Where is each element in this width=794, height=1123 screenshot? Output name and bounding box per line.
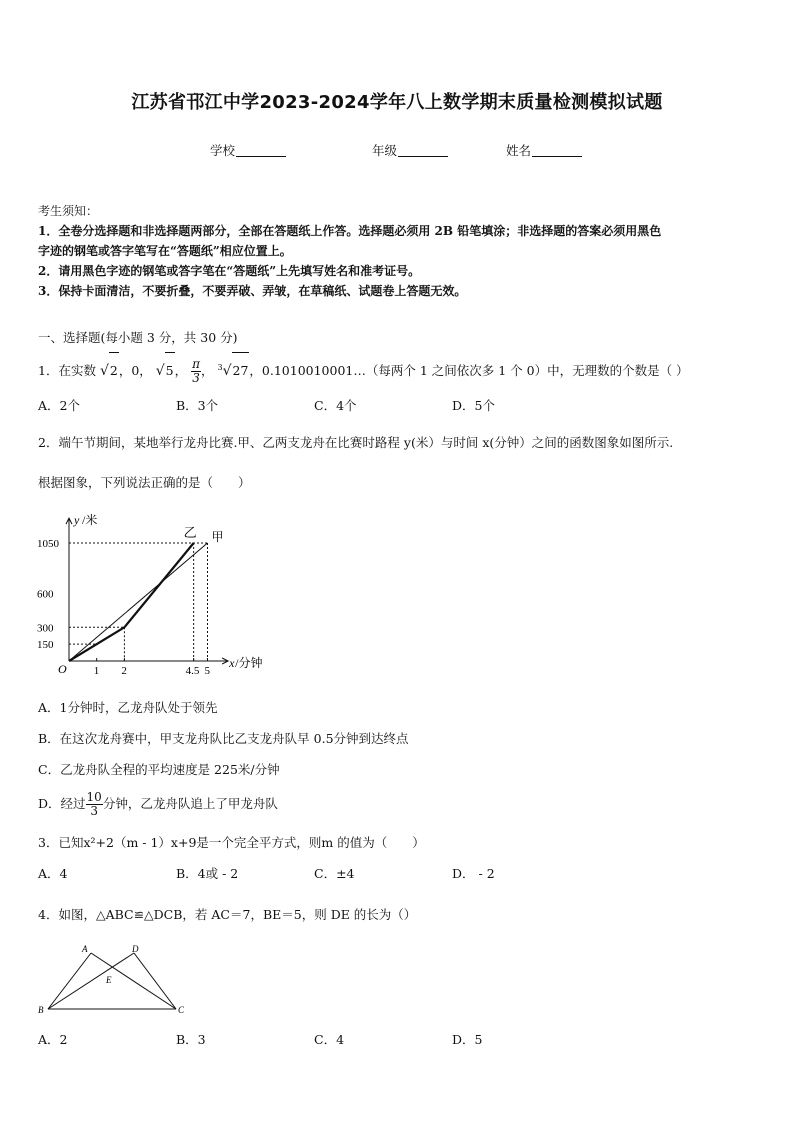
notes-item-3: 3．保持卡面清洁，不要折叠，不要弄破、弄皱，在草稿纸、试题卷上答题无效。: [38, 284, 467, 298]
grade-blank[interactable]: [398, 144, 448, 157]
question-4: 4．如图，△ABC≌△DCB，若 AC＝7，BE＝5，则 DE 的长为（）: [38, 907, 417, 922]
series-line-yi: [69, 543, 194, 661]
x-tick-label: 5: [204, 665, 210, 677]
q2-option-d-suffix: 分钟，乙龙舟队追上了甲龙舟队: [102, 796, 278, 811]
q2-option-d[interactable]: [38, 786, 278, 822]
x-tick-label: 4.5: [185, 665, 200, 677]
origin-label: O: [58, 662, 67, 676]
sqrt-sign-icon: √: [155, 363, 165, 380]
q1-option-d[interactable]: D．5个: [452, 398, 495, 413]
label-a: A: [82, 944, 88, 954]
q3-option-a[interactable]: A．4: [38, 866, 68, 881]
page-title: 江苏省邗江中学2023-2024学年八上数学期末质量检测模拟试题: [131, 92, 663, 113]
q3-option-d[interactable]: D． - 2: [452, 866, 495, 881]
q1-option-c[interactable]: C．4个: [314, 398, 357, 413]
sqrt-sign-icon: √: [99, 363, 109, 380]
q2-option-d-fraction: [86, 791, 103, 818]
notes-item-2: 2．请用黑色字迹的钢笔或答字笔在“答题纸”上先填写姓名和准考证号。: [38, 264, 421, 278]
notes-item-1b: 字迹的钢笔或答字笔写在“答题纸”相应位置上。: [38, 244, 292, 258]
q4-option-c[interactable]: C．4: [314, 1032, 345, 1047]
segment-db: [48, 953, 134, 1009]
section-heading: 一、选择题(每小题 3 分，共 30 分): [38, 330, 238, 345]
q2-option-d-prefix: D．经过: [38, 796, 86, 811]
segment-dc: [134, 953, 176, 1009]
q2-option-a[interactable]: A．1分钟时，乙龙舟队处于领先: [38, 700, 218, 715]
q1-pi-fraction: [191, 358, 201, 385]
x-tick-label: 1: [93, 665, 100, 677]
segment-ab: [48, 953, 91, 1009]
name-label: 姓名: [506, 143, 532, 158]
segment-ac: [91, 953, 176, 1009]
series-line-jia: [69, 543, 208, 661]
notes-heading: 考生须知：: [38, 204, 99, 218]
school-label: 学校: [210, 143, 236, 158]
q4-option-b[interactable]: B．3: [176, 1032, 206, 1047]
school-blank[interactable]: [236, 144, 286, 157]
name-blank[interactable]: [532, 144, 582, 157]
x-axis-label-var: x: [229, 656, 235, 670]
y-tick-label: 600: [37, 588, 54, 601]
x-axis-label-unit: /分钟: [235, 656, 263, 670]
y-tick-label: 300: [37, 622, 54, 635]
q1-cbrt-index: 3: [217, 363, 223, 372]
y-axis-label-unit: /米: [82, 513, 98, 528]
name-field[interactable]: [506, 141, 582, 159]
q1-pi-den: 3: [192, 371, 200, 386]
q1-pi: π: [192, 357, 200, 372]
grade-label: 年级: [372, 143, 398, 158]
q2-option-c[interactable]: C．乙龙舟队全程的平均速度是 225米/分钟: [38, 762, 280, 777]
q1-cbrt: 27: [232, 352, 250, 389]
q1-zero: ，0，: [118, 363, 152, 379]
label-c: C: [178, 1005, 185, 1015]
q2-function-chart: [30, 500, 270, 685]
label-d: D: [132, 944, 139, 954]
q1-suffix: ，0.1010010001…（每两个 1 之间依次多 1 个 0）中，无理数的个数是（ ）: [249, 363, 689, 379]
q3-option-c[interactable]: C．±4: [314, 866, 355, 881]
question-1: 1．在实数 √2，0， √5， $\frac{\pi}{3}$ ， $^3$√27，0.1010010001…（每两个 1 之间依次多 1 个 0）中，无理数的个数是（ ）: [38, 350, 689, 386]
question-3: 3．已知x²+2（m - 1）x+9是一个完全平方式，则m 的值为（ ）: [38, 835, 425, 850]
x-tick-label: 2: [121, 665, 127, 677]
y-tick-label: 150: [37, 639, 54, 652]
question-2-line-1: 2．端午节期间，某地举行龙舟比赛.甲、乙两支龙舟在比赛时路程 y(米）与时间 x(分钟）之间的函数图象如图所示.: [38, 435, 674, 450]
y-axis-label-var: y: [74, 513, 80, 528]
q4-option-d[interactable]: D．5: [452, 1032, 483, 1047]
q1-option-b[interactable]: B．3个: [176, 398, 219, 413]
series-label-yi: 乙: [183, 525, 197, 540]
label-e: E: [106, 975, 112, 985]
q1-prefix: 1．在实数: [38, 363, 96, 379]
q4-option-a[interactable]: A．2: [38, 1032, 68, 1047]
q1-option-a[interactable]: A．2个: [38, 398, 80, 413]
q2-option-b[interactable]: B．在这次龙舟赛中，甲支龙舟队比乙支龙舟队早 0.5分钟到达终点: [38, 731, 409, 746]
q2-d-num: 10: [86, 790, 102, 804]
q4-triangle-diagram: [34, 940, 194, 1020]
q1-sqrt5: 5: [165, 352, 175, 389]
q1-sqrt2: 2: [109, 352, 119, 389]
series-label-jia: 甲: [211, 530, 224, 544]
q2-d-den: 3: [90, 804, 98, 818]
exam-notes: [38, 201, 768, 301]
label-b: B: [38, 1005, 44, 1015]
cbrt-sign-icon: √: [222, 363, 232, 380]
school-field[interactable]: [210, 141, 286, 159]
q3-option-b[interactable]: B．4或 - 2: [176, 866, 239, 881]
question-2-line-2: 根据图象，下列说法正确的是（ ）: [38, 475, 251, 490]
y-tick-label: 1050: [37, 538, 59, 550]
notes-item-1a: 1．全卷分选择题和非选择题两部分，全部在答题纸上作答。选择题必须用 2B 铅笔填涂；非选择题的答案必须用黑色: [38, 224, 662, 238]
grade-field[interactable]: [372, 141, 448, 159]
